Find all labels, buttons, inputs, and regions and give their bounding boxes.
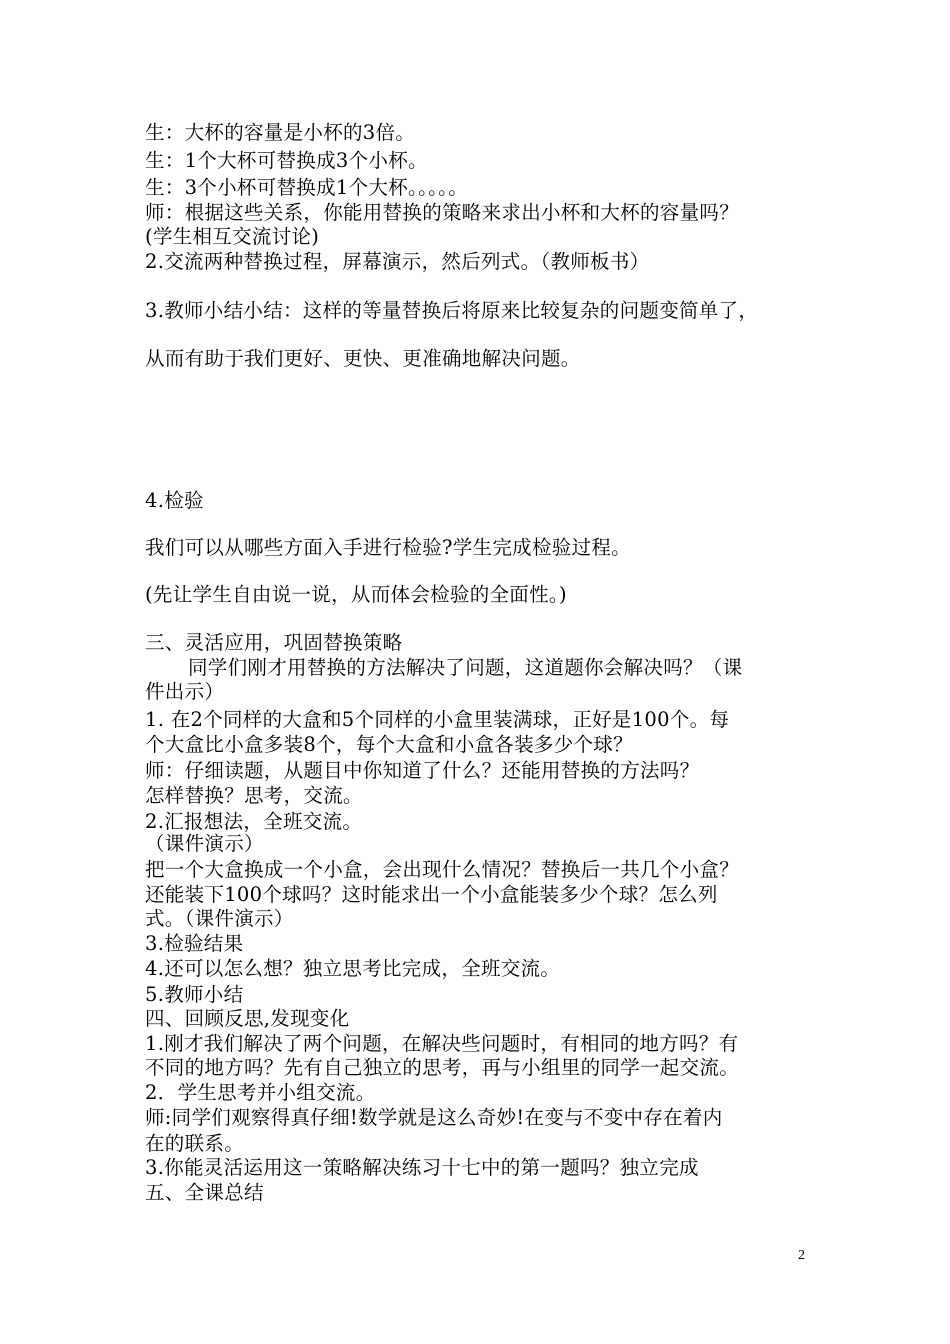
text-line: 1.刚才我们解决了两个问题，在解决些问题时，有相同的地方吗？有 [145,1032,739,1055]
section-heading: 三、灵活应用，巩固替换策略 [145,631,403,654]
text-line: 不同的地方吗？先有自己独立的思考，再与小组里的同学一起交流。 [145,1056,740,1079]
text-line: 生：大杯的容量是小杯的3倍。 [145,121,416,144]
text-line: 我们可以从哪些方面入手进行检验?学生完成检验过程。 [145,536,631,559]
text-line: 在的联系。 [145,1132,245,1155]
text-line: (学生相互交流讨论) [145,225,320,248]
text-line: 师:同学们观察得真仔细!数学就是这么奇妙!在变与不变中存在着内 [145,1106,723,1129]
text-line: 式。（课件演示） [145,907,294,930]
text-line: 3.教师小结小结：这样的等量替换后将原来比较复杂的问题变简单了， [145,299,759,322]
text-line: 生：1个大杯可替换成3个小杯。 [145,149,428,172]
text-line: 2．学生思考并小组交流。 [145,1081,376,1104]
text-line: 2.汇报想法，全班交流。 [145,810,363,833]
section-heading: 四、回顾反思,发现变化 [145,1007,350,1030]
text-line: 怎样替换？思考，交流。 [145,784,363,807]
section-heading: 4.检验 [145,489,204,512]
text-line: 3.你能灵活运用这一策略解决练习十七中的第一题吗？独立完成 [145,1156,699,1179]
text-line: 5.教师小结 [145,983,244,1006]
section-heading: 五、全课总结 [145,1181,264,1204]
text-line: 4.还可以怎么想？独立思考比完成，全班交流。 [145,957,561,980]
text-line: 师：仔细读题，从题目中你知道了什么？还能用替换的方法吗？ [145,759,700,782]
page-number: 2 [798,1248,805,1263]
text-line: 生：3个小杯可替换成1个大杯。。。。。 [145,176,469,199]
text-line: 师：根据这些关系，你能用替换的策略来求出小杯和大杯的容量吗？ [145,201,740,224]
text-line: (先让学生自由说一说，从而体会检验的全面性。) [145,583,567,606]
text-line: 件出示） [145,680,225,703]
text-line: 个大盒比小盒多装8个，每个大盒和小盒各装多少个球？ [145,733,633,756]
text-line: 把一个大盒换成一个小盒，会出现什么情况？替换后一共几个小盒？ [145,858,740,881]
text-line: 1. 在2个同样的大盒和5个同样的小盒里装满球，正好是100个。每 [145,708,730,731]
text-line: （课件演示） [145,832,264,855]
text-line: 3.检验结果 [145,932,244,955]
text-line: 还能装下100个球吗？这时能求出一个小盒能装多少个球？怎么列 [145,883,718,906]
text-line: 2.交流两种替换过程，屏幕演示，然后列式。（教师板书） [145,250,650,273]
text-line: 从而有助于我们更好、更快、更准确地解决问题。 [145,347,581,370]
text-line: 同学们刚才用替换的方法解决了问题，这道题你会解决吗？（课 [188,656,743,679]
